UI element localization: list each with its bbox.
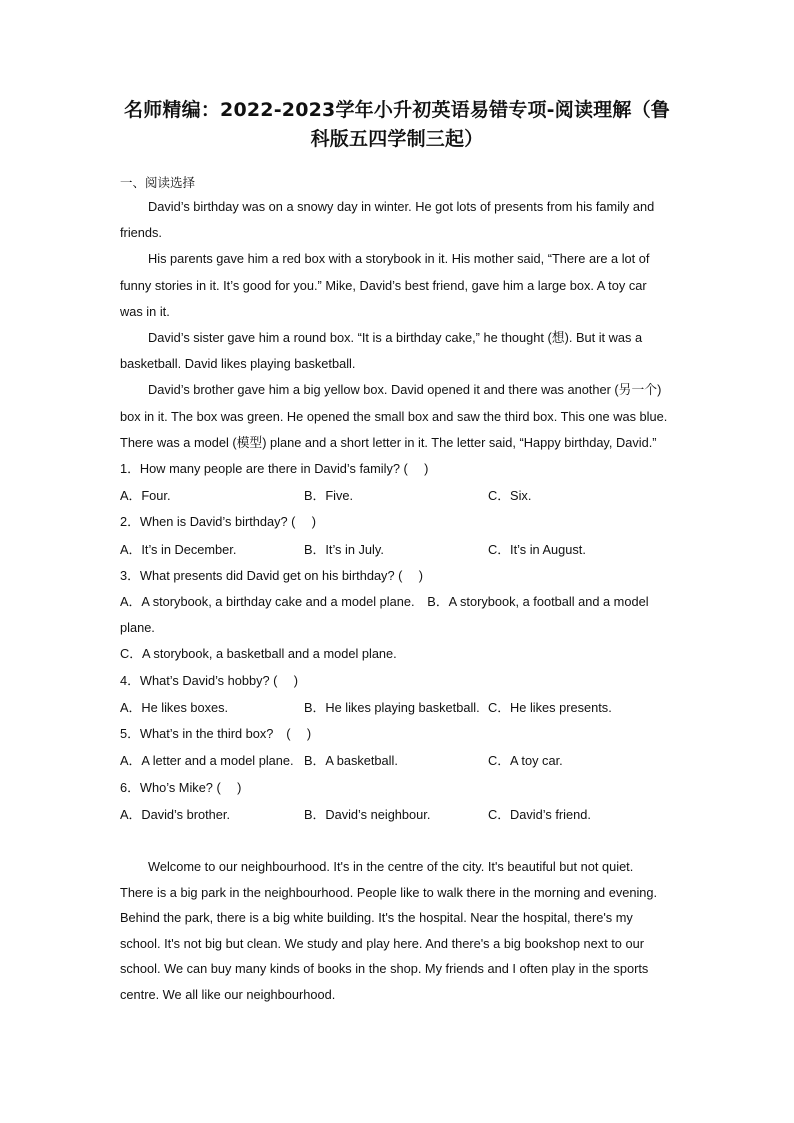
passage-line: school. It's not big but clean. We study and play here. And there's a big bookshop next to our (120, 935, 644, 951)
document-title (100, 96, 694, 154)
option-b[interactable]: B．David’s neighbour. (304, 806, 431, 822)
option-c[interactable]: C．David’s friend. (488, 806, 591, 822)
passage-line: David’s sister gave him a round box. “It is a birthday cake,” he thought (想). But it was a (148, 329, 643, 345)
option-b[interactable]: B．Five. (304, 488, 354, 504)
document-body (120, 172, 668, 1007)
passage-line: Behind the park, there is a big white building. It's the hospital. Near the hospital, there's my (120, 910, 633, 926)
passage-line: centre. We all like our neighbourhood. (120, 986, 336, 1002)
spacer (120, 828, 668, 854)
question-stem: 6．Who’s Mike? ( ) (120, 779, 242, 795)
option-b[interactable]: B．He likes playing basketball. (304, 699, 480, 715)
option-b[interactable]: B．It’s in July. (304, 541, 384, 557)
option-a[interactable]: A．David’s brother. (120, 806, 231, 822)
passage-line: basketball. David likes playing basketball. (120, 356, 356, 372)
option-row (120, 694, 668, 721)
passage-1 (120, 194, 668, 456)
option-a[interactable]: A．It’s in December. (120, 541, 237, 557)
question-list (120, 456, 668, 828)
option-c[interactable]: C．It’s in August. (488, 541, 586, 557)
option-row (120, 482, 668, 509)
passage-line: Welcome to our neighbourhood. It's in the centre of the city. It's beautiful but not quiet. (148, 859, 634, 875)
option-a[interactable]: A．A letter and a model plane. (120, 753, 294, 769)
option-ab-text[interactable]: A．A storybook, a birthday cake and a model plane. B．A storybook, a football and a model plane. (120, 594, 649, 636)
question-stem: 1．How many people are there in David’s family? ( ) (120, 460, 429, 476)
passage-line: David’s birthday was on a snowy day in winter. He got lots of presents from his family and (148, 199, 655, 214)
option-row (120, 801, 668, 828)
passage-2 (120, 854, 668, 1007)
question-stem: 4．What’s David’s hobby? ( ) (120, 672, 299, 688)
passage-line: funny stories in it. It’s good for you.” Mike, David’s best friend, gave him a large box. A toy car (120, 277, 647, 293)
question-stem: 3．What presents did David get on his birthday? ( ) (120, 567, 424, 583)
option-a[interactable]: A．Four. (120, 488, 171, 504)
title-line-2: 科版五四学制三起） (310, 128, 484, 150)
option-c[interactable]: C．A storybook, a basketball and a model plane. (120, 646, 397, 662)
option-c[interactable]: C．A toy car. (488, 753, 563, 769)
passage-line: There is a big park in the neighbourhood. People like to walk there in the morning and evening. (120, 884, 658, 900)
passage-line: box in it. The box was green. He opened the small box and saw the third box. This one was blue. (120, 408, 668, 424)
option-a[interactable]: A．He likes boxes. (120, 699, 229, 715)
passage-line: His parents gave him a red box with a storybook in it. His mother said, “There are a lot of (148, 251, 650, 267)
passage-line: friends. (120, 225, 162, 241)
title-line-1: 名师精编：2022-2023学年小升初英语易错专项-阅读理解（鲁 (124, 99, 670, 121)
question-stem: 2．When is David’s birthday? ( ) (120, 514, 317, 530)
passage-line: school. We can buy many kinds of books in the shop. My friends and I often play in the sports (120, 961, 649, 977)
section-heading: 一、阅读选择 (120, 175, 196, 190)
option-row (120, 747, 668, 774)
option-c[interactable]: C．He likes presents. (488, 699, 612, 715)
passage-line: David’s brother gave him a big yellow box. David opened it and there was another (另一个) (148, 382, 662, 398)
option-b[interactable]: B．A basketball. (304, 753, 398, 769)
passage-line: There was a model (模型) plane and a short letter in it. The letter said, “Happy birthday, David.” (120, 434, 657, 450)
passage-line: was in it. (120, 303, 170, 319)
option-c[interactable]: C．Six. (488, 488, 532, 504)
question-stem: 5．What’s in the third box? ( ) (120, 726, 312, 742)
option-row (120, 536, 668, 563)
